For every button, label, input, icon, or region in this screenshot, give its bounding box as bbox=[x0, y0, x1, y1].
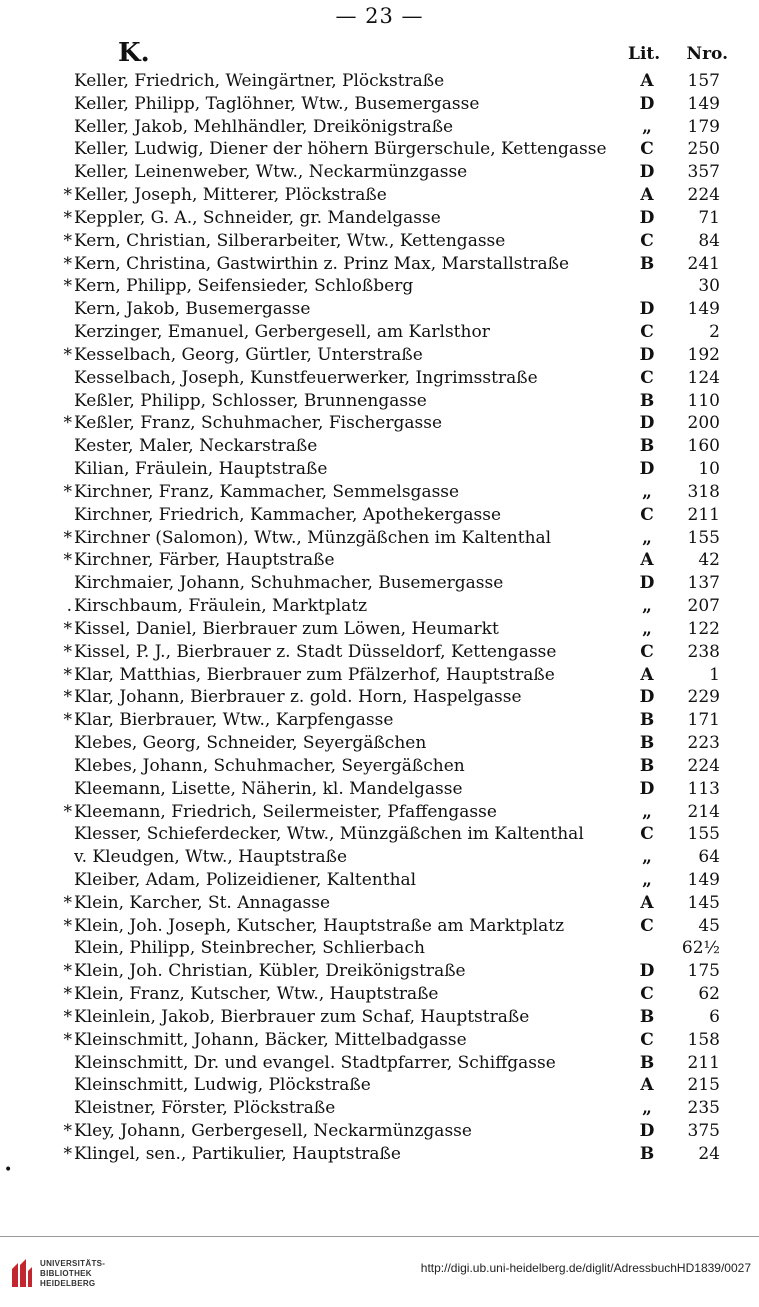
entry-nro: 24 bbox=[698, 1143, 720, 1164]
entry-star: * bbox=[63, 185, 72, 206]
entry-star: * bbox=[63, 641, 72, 662]
entry-lit: D bbox=[639, 413, 655, 434]
side-mark: • bbox=[4, 1162, 13, 1178]
entry-star: * bbox=[63, 230, 72, 251]
entry-nro: 192 bbox=[687, 344, 720, 365]
entry-name: Kirchner (Salomon), Wtw., Münzgäßchen im Kaltenthal bbox=[74, 527, 552, 548]
entry-nro: 10 bbox=[698, 459, 720, 480]
col-lit-header: Lit. bbox=[628, 44, 661, 64]
entry-name: Keller, Joseph, Mitterer, Plöckstraße bbox=[74, 185, 387, 206]
list-item bbox=[0, 207, 759, 230]
list-item bbox=[0, 481, 759, 504]
entry-name: Kleinlein, Jakob, Bierbrauer zum Schaf, Hauptstraße bbox=[74, 1006, 530, 1027]
list-item bbox=[0, 549, 759, 572]
entry-name: Kleemann, Friedrich, Seilermeister, Pfaffengasse bbox=[74, 801, 497, 822]
list-item bbox=[0, 138, 759, 161]
entry-lit: D bbox=[639, 961, 655, 982]
entry-lit: D bbox=[639, 1121, 655, 1142]
entry-nro: 357 bbox=[687, 162, 720, 183]
entry-nro: 229 bbox=[687, 687, 720, 708]
entry-lit: A bbox=[640, 664, 654, 685]
entry-nro: 45 bbox=[698, 915, 720, 936]
entry-nro: 238 bbox=[687, 641, 720, 662]
entry-lit: C bbox=[640, 1029, 654, 1050]
list-item bbox=[0, 527, 759, 550]
entry-nro: 42 bbox=[698, 550, 720, 571]
entry-name: Klebes, Johann, Schuhmacher, Seyergäßchen bbox=[74, 755, 465, 776]
entry-nro: 64 bbox=[698, 847, 720, 868]
entry-lit: A bbox=[640, 185, 654, 206]
entry-name: Kester, Maler, Neckarstraße bbox=[74, 436, 318, 457]
entry-lit: C bbox=[640, 367, 654, 388]
list-item bbox=[0, 298, 759, 321]
entry-lit: C bbox=[640, 322, 654, 343]
entry-nro: 30 bbox=[698, 276, 720, 297]
entry-nro: 84 bbox=[698, 230, 720, 251]
entry-nro: 179 bbox=[687, 116, 720, 137]
entry-lit: „ bbox=[642, 481, 652, 502]
entry-lit: D bbox=[639, 344, 655, 365]
entry-nro: 137 bbox=[687, 573, 720, 594]
entry-star: * bbox=[63, 413, 72, 434]
list-item bbox=[0, 823, 759, 846]
entry-nro: 200 bbox=[687, 413, 720, 434]
entry-lit: B bbox=[639, 436, 655, 457]
logo-line-3: HEIDELBERG bbox=[40, 1279, 96, 1288]
list-item bbox=[0, 937, 759, 960]
entry-nro: 62 bbox=[698, 984, 720, 1005]
entry-name: Kern, Jakob, Busemergasse bbox=[74, 299, 311, 320]
list-item bbox=[0, 664, 759, 687]
list-item bbox=[0, 1029, 759, 1052]
list-item bbox=[0, 572, 759, 595]
page-number: — 23 — bbox=[335, 4, 424, 28]
entry-lit: D bbox=[639, 207, 655, 228]
list-item bbox=[0, 778, 759, 801]
entry-name: Klebes, Georg, Schneider, Seyergäßchen bbox=[74, 733, 427, 754]
entry-name: Klein, Franz, Kutscher, Wtw., Hauptstraße bbox=[74, 984, 439, 1005]
entry-star: * bbox=[63, 1006, 72, 1027]
entry-star: * bbox=[63, 253, 72, 274]
entry-list bbox=[0, 70, 759, 1166]
entry-name: Klein, Karcher, St. Annagasse bbox=[74, 892, 331, 913]
entry-lit: A bbox=[640, 892, 654, 913]
entry-name: Kesselbach, Georg, Gürtler, Unterstraße bbox=[74, 344, 423, 365]
entry-name: Keller, Ludwig, Diener der höhern Bürgerschule, Kettengasse bbox=[74, 139, 607, 160]
entry-lit: D bbox=[639, 299, 655, 320]
list-item bbox=[0, 1097, 759, 1120]
entry-name: Keller, Leinenweber, Wtw., Neckarmünzgasse bbox=[74, 162, 468, 183]
entry-nro: 175 bbox=[687, 961, 720, 982]
entry-name: Kleinschmitt, Johann, Bäcker, Mittelbadgasse bbox=[74, 1029, 467, 1050]
entry-nro: 375 bbox=[687, 1121, 720, 1142]
entry-lit: „ bbox=[642, 618, 652, 639]
entry-star: * bbox=[63, 1121, 72, 1142]
list-item bbox=[0, 869, 759, 892]
entry-name: Kissel, P. J., Bierbrauer z. Stadt Düsseldorf, Kettengasse bbox=[74, 641, 557, 662]
list-item bbox=[0, 161, 759, 184]
entry-nro: 1 bbox=[709, 664, 720, 685]
list-item bbox=[0, 709, 759, 732]
entry-lit: A bbox=[640, 1075, 654, 1096]
entry-nro: 160 bbox=[687, 436, 720, 457]
entry-name: Kley, Johann, Gerbergesell, Neckarmünzgasse bbox=[74, 1121, 472, 1142]
list-item bbox=[0, 390, 759, 413]
list-item bbox=[0, 70, 759, 93]
entry-name: Kleiber, Adam, Polizeidiener, Kaltenthal bbox=[74, 869, 417, 890]
list-item bbox=[0, 184, 759, 207]
entry-name: Klingel, sen., Partikulier, Hauptstraße bbox=[74, 1143, 401, 1164]
entry-nro: 155 bbox=[687, 527, 720, 548]
entry-nro: 113 bbox=[687, 778, 720, 799]
entry-star: . bbox=[66, 596, 72, 617]
entry-nro: 145 bbox=[687, 892, 720, 913]
entry-nro: 215 bbox=[687, 1075, 720, 1096]
footer bbox=[0, 1255, 759, 1295]
entry-name: Klar, Bierbrauer, Wtw., Karpfengasse bbox=[74, 710, 394, 731]
list-item bbox=[0, 960, 759, 983]
library-logo-text bbox=[40, 1259, 105, 1289]
list-item bbox=[0, 595, 759, 618]
entry-name: Kleinschmitt, Dr. und evangel. Stadtpfarrer, Schiffgasse bbox=[74, 1052, 556, 1073]
entry-name: Keller, Friedrich, Weingärtner, Plöckstraße bbox=[74, 71, 445, 91]
entry-star: * bbox=[63, 207, 72, 228]
entry-name: Klesser, Schieferdecker, Wtw., Münzgäßchen im Kaltenthal bbox=[74, 824, 584, 845]
entry-lit: B bbox=[639, 1143, 655, 1164]
entry-nro: 2 bbox=[709, 322, 720, 343]
entry-nro: 235 bbox=[687, 1098, 720, 1119]
list-item bbox=[0, 755, 759, 778]
entry-nro: 318 bbox=[687, 481, 720, 502]
entry-lit: B bbox=[639, 1052, 655, 1073]
entry-star: * bbox=[63, 344, 72, 365]
entry-nro: 214 bbox=[687, 801, 720, 822]
entry-star: * bbox=[63, 984, 72, 1005]
entry-nro: 211 bbox=[687, 1052, 720, 1073]
entry-nro: 224 bbox=[687, 185, 720, 206]
list-item bbox=[0, 1120, 759, 1143]
entry-nro: 149 bbox=[687, 93, 720, 114]
entry-star: * bbox=[63, 481, 72, 502]
entry-star: * bbox=[63, 961, 72, 982]
entry-lit: C bbox=[640, 230, 654, 251]
entry-nro: 155 bbox=[687, 824, 720, 845]
list-item bbox=[0, 230, 759, 253]
entry-name: Klar, Johann, Bierbrauer z. gold. Horn, Haspelgasse bbox=[74, 687, 522, 708]
entry-lit: D bbox=[639, 687, 655, 708]
logo-line-2: BIBLIOTHEK bbox=[40, 1269, 92, 1278]
entry-name: Keßler, Philipp, Schlosser, Brunnengasse bbox=[74, 390, 427, 411]
entry-nro: 224 bbox=[687, 755, 720, 776]
entry-nro: 158 bbox=[687, 1029, 720, 1050]
entry-name: Kern, Christian, Silberarbeiter, Wtw., Kettengasse bbox=[74, 230, 506, 251]
entry-lit: A bbox=[640, 71, 654, 91]
entry-nro: 223 bbox=[687, 733, 720, 754]
entry-star: * bbox=[63, 710, 72, 731]
entry-name: Klein, Philipp, Steinbrecher, Schlierbach bbox=[74, 938, 425, 959]
list-item bbox=[0, 846, 759, 869]
entry-name: Kirchner, Friedrich, Kammacher, Apothekergasse bbox=[74, 504, 502, 525]
entry-nro: 124 bbox=[687, 367, 720, 388]
source-url-link[interactable]: http://digi.ub.uni-heidelberg.de/diglit/AdressbuchHD1839/0027 bbox=[420, 1261, 751, 1275]
logo-line-1: UNIVERSITÄTS- bbox=[40, 1259, 106, 1268]
col-nro-header: Nro. bbox=[686, 44, 728, 64]
entry-nro: 122 bbox=[687, 618, 720, 639]
entry-star: * bbox=[63, 527, 72, 548]
list-item bbox=[0, 321, 759, 344]
entry-star: * bbox=[63, 664, 72, 685]
list-item bbox=[0, 618, 759, 641]
entry-lit: D bbox=[639, 93, 655, 114]
entry-nro: 250 bbox=[687, 139, 720, 160]
entry-name: Keller, Philipp, Taglöhner, Wtw., Busemergasse bbox=[74, 93, 480, 114]
entry-name: Kirchner, Färber, Hauptstraße bbox=[74, 550, 335, 571]
entry-nro: 149 bbox=[687, 869, 720, 890]
entry-lit: „ bbox=[642, 1098, 652, 1119]
entry-lit: „ bbox=[642, 527, 652, 548]
entry-star: * bbox=[63, 550, 72, 571]
list-item bbox=[0, 412, 759, 435]
entry-lit: „ bbox=[642, 596, 652, 617]
entry-lit: „ bbox=[642, 801, 652, 822]
list-item bbox=[0, 367, 759, 390]
entry-lit: C bbox=[640, 824, 654, 845]
entry-name: Kern, Christina, Gastwirthin z. Prinz Max, Marstallstraße bbox=[74, 253, 570, 274]
list-item bbox=[0, 641, 759, 664]
entry-nro: 71 bbox=[698, 207, 720, 228]
entry-name: Kleistner, Förster, Plöckstraße bbox=[74, 1098, 336, 1119]
entry-name: Kirchmaier, Johann, Schuhmacher, Busemergasse bbox=[74, 573, 504, 594]
entry-nro: 62½ bbox=[681, 938, 720, 959]
library-logo-icon bbox=[8, 1257, 34, 1291]
entry-nro: 171 bbox=[687, 710, 720, 731]
list-item bbox=[0, 801, 759, 824]
entry-lit: B bbox=[639, 710, 655, 731]
entry-lit: D bbox=[639, 778, 655, 799]
list-item bbox=[0, 915, 759, 938]
entry-star: * bbox=[63, 892, 72, 913]
entry-lit: C bbox=[640, 641, 654, 662]
entry-name: Keßler, Franz, Schuhmacher, Fischergasse bbox=[74, 413, 442, 434]
entry-lit: B bbox=[639, 390, 655, 411]
entry-nro: 207 bbox=[687, 596, 720, 617]
entry-nro: 157 bbox=[687, 71, 720, 91]
list-item bbox=[0, 1074, 759, 1097]
entry-lit: B bbox=[639, 733, 655, 754]
entry-name: Kirchner, Franz, Kammacher, Semmelsgasse bbox=[74, 481, 460, 502]
entry-lit: C bbox=[640, 139, 654, 160]
entry-nro: 241 bbox=[687, 253, 720, 274]
entry-lit: D bbox=[639, 162, 655, 183]
entry-name: Klein, Joh. Christian, Kübler, Dreikönigstraße bbox=[74, 961, 466, 982]
entry-star: * bbox=[63, 1029, 72, 1050]
list-item bbox=[0, 116, 759, 139]
list-item bbox=[0, 275, 759, 298]
entry-lit: „ bbox=[642, 116, 652, 137]
entry-lit: C bbox=[640, 504, 654, 525]
footer-divider bbox=[0, 1236, 759, 1237]
list-item bbox=[0, 1052, 759, 1075]
list-item bbox=[0, 1006, 759, 1029]
entry-name: Keller, Jakob, Mehlhändler, Dreikönigstraße bbox=[74, 116, 454, 137]
entry-nro: 6 bbox=[709, 1006, 720, 1027]
list-item bbox=[0, 93, 759, 116]
entry-name: Kerzinger, Emanuel, Gerbergesell, am Karlsthor bbox=[74, 322, 490, 343]
entry-nro: 110 bbox=[687, 390, 720, 411]
list-item bbox=[0, 344, 759, 367]
entry-lit: A bbox=[640, 550, 654, 571]
entry-name: Kirschbaum, Fräulein, Marktplatz bbox=[74, 596, 368, 617]
entry-lit: B bbox=[639, 253, 655, 274]
entry-name: Klar, Matthias, Bierbrauer zum Pfälzerhof, Hauptstraße bbox=[74, 664, 555, 685]
entry-name: Kesselbach, Joseph, Kunstfeuerwerker, Ingrimsstraße bbox=[74, 367, 538, 388]
entry-star: * bbox=[63, 915, 72, 936]
entry-name: Keppler, G. A., Schneider, gr. Mandelgasse bbox=[74, 207, 441, 228]
entry-name: Kissel, Daniel, Bierbrauer zum Löwen, Heumarkt bbox=[74, 618, 499, 639]
entry-name: v. Kleudgen, Wtw., Hauptstraße bbox=[74, 847, 348, 868]
entry-lit: „ bbox=[642, 869, 652, 890]
entry-name: Kleemann, Lisette, Näherin, kl. Mandelgasse bbox=[74, 778, 463, 799]
entry-lit: B bbox=[639, 755, 655, 776]
entry-name: Kern, Philipp, Seifensieder, Schloßberg bbox=[74, 276, 414, 297]
entry-star: * bbox=[63, 276, 72, 297]
list-item bbox=[0, 458, 759, 481]
list-item bbox=[0, 435, 759, 458]
entry-star: * bbox=[63, 1143, 72, 1164]
list-item bbox=[0, 1143, 759, 1166]
entry-lit: „ bbox=[642, 847, 652, 868]
entry-lit: B bbox=[639, 1006, 655, 1027]
list-item bbox=[0, 253, 759, 276]
entry-name: Kleinschmitt, Ludwig, Plöckstraße bbox=[74, 1075, 371, 1096]
entry-star: * bbox=[63, 687, 72, 708]
entry-lit: D bbox=[639, 459, 655, 480]
list-item bbox=[0, 732, 759, 755]
entry-name: Kilian, Fräulein, Hauptstraße bbox=[74, 459, 328, 480]
entry-star: * bbox=[63, 801, 72, 822]
entry-star: * bbox=[63, 618, 72, 639]
entry-lit: C bbox=[640, 984, 654, 1005]
list-item bbox=[0, 504, 759, 527]
list-item bbox=[0, 892, 759, 915]
entry-lit: C bbox=[640, 915, 654, 936]
column-headers bbox=[628, 44, 728, 64]
list-item bbox=[0, 686, 759, 709]
entry-nro: 211 bbox=[687, 504, 720, 525]
list-item bbox=[0, 983, 759, 1006]
entry-nro: 149 bbox=[687, 299, 720, 320]
section-letter: K. bbox=[118, 38, 150, 68]
entry-lit: D bbox=[639, 573, 655, 594]
entry-name: Klein, Joh. Joseph, Kutscher, Hauptstraße am Marktplatz bbox=[74, 915, 565, 936]
